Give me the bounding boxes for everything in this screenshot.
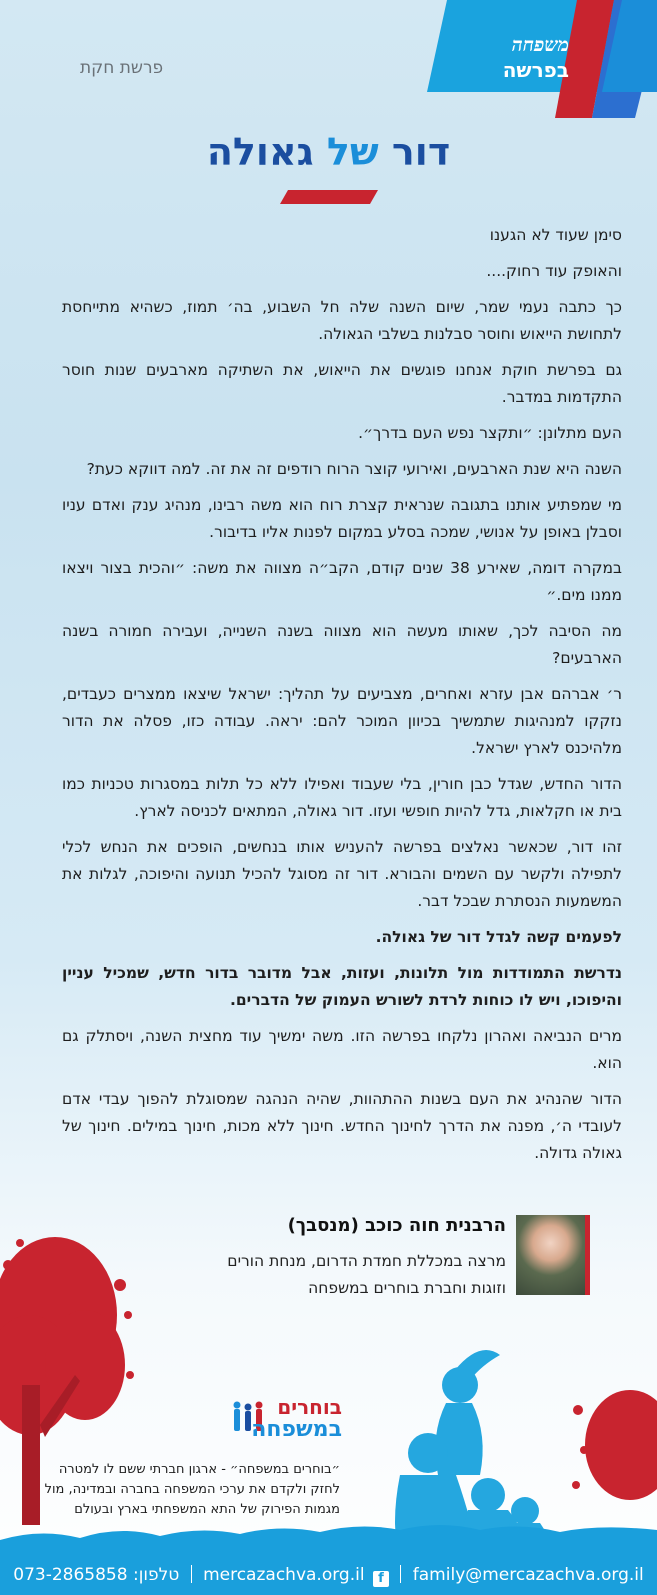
title-part-3: גאולה <box>206 130 314 174</box>
contact-info <box>0 1565 657 1587</box>
organization-logo <box>230 1395 342 1445</box>
organization-description: ״בוחרים במשפחה״ - ארגון חברתי ששם לו למטרה לחזק ולקדם את ערכי המשפחה בחברה ובמדינה, מול מגמות הפירוק של התא המשפחתי בארץ ובעולם <box>44 1462 340 1517</box>
article-paragraph: הדור שהנהיג את העם בשנות ההתהוות, שהיה הנהגה שמסוגלת להפוך עבדי אדם לעובדי ה׳, מפנה את הדרך לחינוך החדש. חינוך ללא מכות, חינוך במילים. חינוך של גאולה גדולה. <box>62 1090 622 1162</box>
article-paragraph: והאופק עוד רחוק.... <box>486 262 622 280</box>
article-paragraph: כך כתבה נעמי שמר, שיום השנה שלה חל השבוע, בה׳ תמוז, כשהיא מתייחסת לתחושת הייאוש וחוסר סבלנות בשלבי הגאולה. <box>62 298 622 343</box>
article-paragraph: זהו דור, שכאשר נאלצים בפרשה להעניש אותו בנחשים, הופכים את הנחש לכלי לתפילה ולקשר עם השמים והבורא. דור זה מסוגל להכיל תנועה והיפוכה, לגלות את המשמעות הנסתרת שבכל דבר. <box>62 838 622 910</box>
article-title <box>0 130 657 174</box>
logo-line1: משפחה <box>511 34 569 56</box>
email-link[interactable]: family@mercazachva.org.il <box>412 1565 644 1585</box>
title-part-1: דור <box>378 130 451 174</box>
separator <box>191 1565 192 1583</box>
author-name: הרבנית חוה כוכב (מנסבך) <box>287 1215 506 1236</box>
article-paragraph: מה הסיבה לכך, שאותו מעשה הוא מצווה בשנה השנייה, ועבירה חמורה בשנה הארבעים? <box>62 622 622 667</box>
title-underline <box>280 190 378 204</box>
article-paragraph: נדרשת התמודדות מול תלונות, ועזות, אבל מדובר בדור חדש, שמכיל עניין והיפוכו, ויש לו כוחות לרדת לשורש העמוק של הדברים. <box>62 964 622 1009</box>
article-body <box>62 222 622 1176</box>
article-paragraph: מרים הנביאה ואהרון נלקחו בפרשה הזו. משה ימשיך עוד מחצית השנה, ויסתלק גם הוא. <box>62 1027 622 1072</box>
logo-line2: בפרשה <box>502 58 569 82</box>
title-part-2: של <box>313 130 379 174</box>
article-paragraph: השנה היא שנת הארבעים, ואירועי קוצר הרוח רודפים זה את זה. למה דווקא כעת? <box>86 460 622 478</box>
tree-right-icon <box>570 1390 657 1520</box>
article-paragraph: במקרה דומה, שאירע 38 שנים קודם, הקב״ה מצווה את משה: ״והכית בצור ויצאו ממנו מים.״ <box>62 559 622 604</box>
separator <box>400 1565 401 1583</box>
org-logo-line2: במשפחה <box>251 1417 342 1442</box>
website-link[interactable]: mercazachva.org.il <box>203 1565 365 1585</box>
grass-icon <box>0 1520 657 1565</box>
facebook-icon[interactable]: f <box>373 1571 389 1587</box>
author-avatar <box>516 1215 590 1295</box>
article-paragraph: הדור החדש, שגדל כבן חורין, בלי שעבוד ואפילו ללא כל תלות במסגרות טכניות כמו בית או חקלאות, גדל להיות חופשי ועזו. דור גאולה, המתאים לכניסה לארץ. <box>62 775 622 820</box>
article-paragraph: לפעמים קשה לגדל דור של גאולה. <box>375 928 622 946</box>
article-paragraph: גם בפרשת חוקת אנחנו פוגשים את הייאוש, את השתיקה מארבעים שנות חוסר התקדמות במדבר. <box>62 361 622 406</box>
article-paragraph: מי שמפתיע אותנו בתגובה שנראית קצרת רוח הוא משה רבינו, מנהיג ענק ואדם עניו וסבלן באופן על אנושי, שמכה בסלע במקום לפנות אליו בדיבור. <box>62 496 622 541</box>
author-description: מרצה במכללת חמדת הדרום, מנחת הורים וזוגות וחברת בוחרים במשפחה <box>227 1252 506 1297</box>
magazine-logo <box>417 0 657 120</box>
parasha-label: פרשת חקת <box>80 58 164 78</box>
article-paragraph: ר׳ אברהם אבן עזרא ואחרים, מצביעים על תהליך: ישראל שיצאו ממצרים כעבדים, נזקקו למנהיגות שתמשיך בכיוון המוכר להם: יראה. עבודה כזו, פסלה את הדור מלהיכנס לארץ ישראל. <box>62 685 622 757</box>
article-paragraph: העם מתלונן: ״ותקצר נפש העם בדרך״. <box>358 424 622 442</box>
phone-number[interactable]: 073-2865858 :טלפון <box>13 1565 180 1585</box>
article-paragraph: סימן שעוד לא הגענו <box>489 226 622 244</box>
org-logo-line1: בוחרים <box>277 1395 342 1419</box>
